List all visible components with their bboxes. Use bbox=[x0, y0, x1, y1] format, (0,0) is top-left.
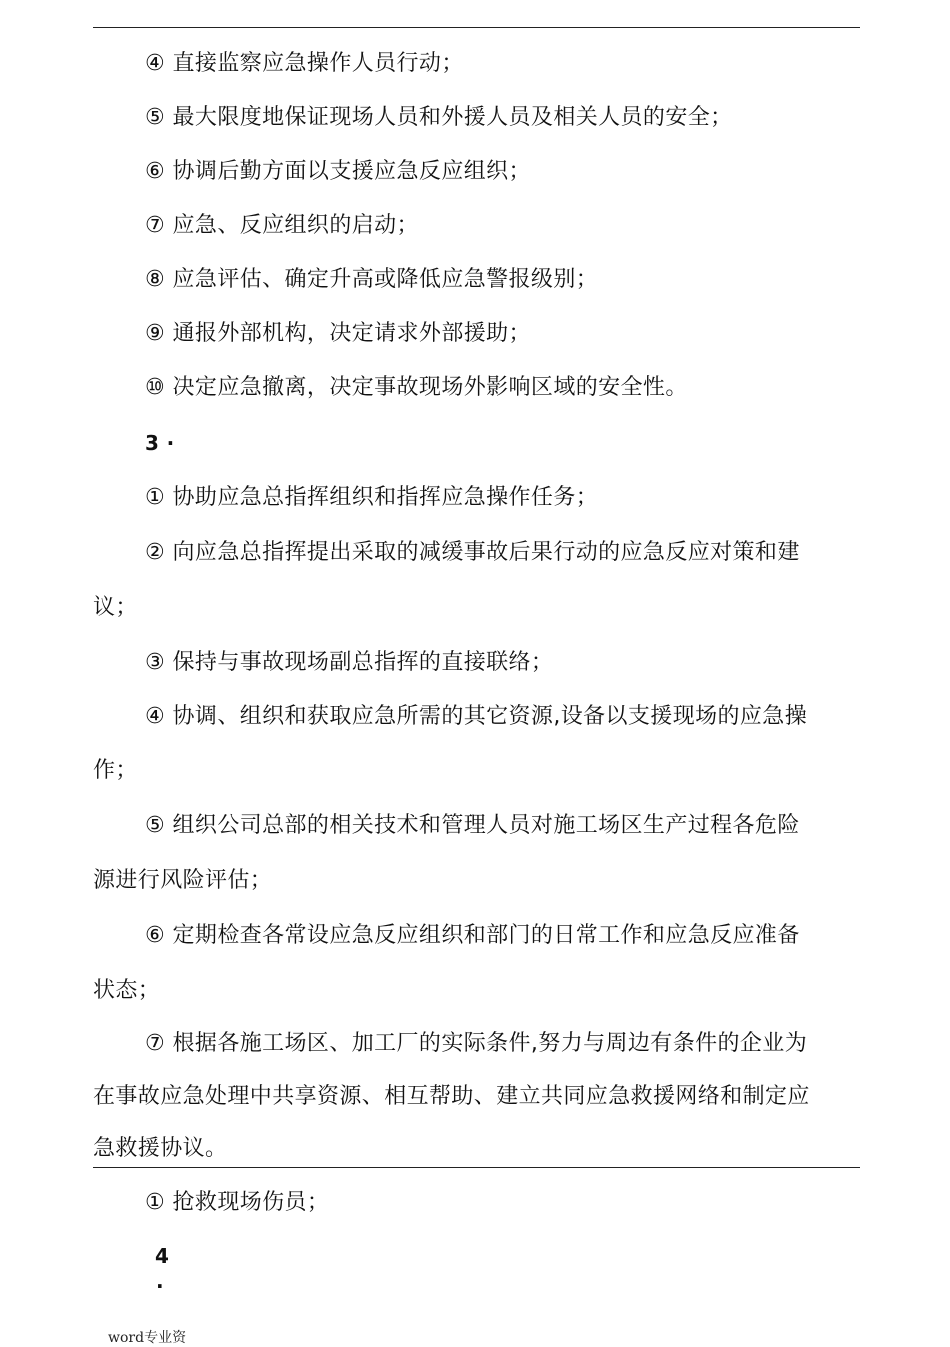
list-item: ④ 协调、组织和获取应急所需的其它资源,设备以支援现场的应急操 bbox=[145, 704, 808, 729]
list-item-continuation: 在事故应急处理中共享资源、相互帮助、建立共同应急救援网络和制定应 bbox=[93, 1084, 810, 1109]
list-item: ⑥ 定期检查各常设应急反应组织和部门的日常工作和应急反应准备 bbox=[145, 923, 800, 948]
section-number-dot: · bbox=[156, 1274, 164, 1298]
list-item: ⑦ 根据各施工场区、加工厂的实际条件,努力与周边有条件的企业为 bbox=[145, 1031, 808, 1056]
list-item: ⑥ 协调后勤方面以支援应急反应组织； bbox=[145, 159, 531, 184]
list-item-continuation: 议； bbox=[93, 595, 138, 620]
list-item: ③ 保持与事故现场副总指挥的直接联络； bbox=[145, 650, 554, 675]
list-item: ⑤ 组织公司总部的相关技术和管理人员对施工场区生产过程各危险 bbox=[145, 813, 800, 838]
list-item-continuation: 源进行风险评估； bbox=[93, 868, 273, 893]
top-rule bbox=[93, 27, 860, 28]
list-item: ⑨ 通报外部机构，决定请求外部援助； bbox=[145, 321, 531, 346]
list-item: ⑤ 最大限度地保证现场人员和外援人员及相关人员的安全； bbox=[145, 105, 733, 130]
list-item-continuation: 作； bbox=[93, 758, 138, 783]
list-item: ④ 直接监察应急操作人员行动； bbox=[145, 51, 464, 76]
list-item: ① 抢救现场伤员； bbox=[145, 1190, 330, 1215]
list-item: ① 协助应急总指挥组织和指挥应急操作任务； bbox=[145, 485, 599, 510]
list-item: ⑩ 决定应急撤离，决定事故现场外影响区域的安全性。 bbox=[145, 375, 688, 400]
section-rule bbox=[93, 1167, 860, 1168]
list-item-continuation: 状态； bbox=[93, 978, 161, 1003]
list-item: ② 向应急总指挥提出采取的减缓事故后果行动的应急反应对策和建 bbox=[145, 540, 800, 565]
footer-text: word专业资 bbox=[108, 1330, 187, 1346]
list-item: ⑧ 应急评估、确定升高或降低应急警报级别； bbox=[145, 267, 599, 292]
section-number: 3 · bbox=[145, 431, 175, 455]
list-item-continuation: 急救援协议。 bbox=[93, 1136, 228, 1161]
section-number: 4 bbox=[155, 1244, 170, 1268]
list-item: ⑦ 应急、反应组织的启动； bbox=[145, 213, 419, 238]
